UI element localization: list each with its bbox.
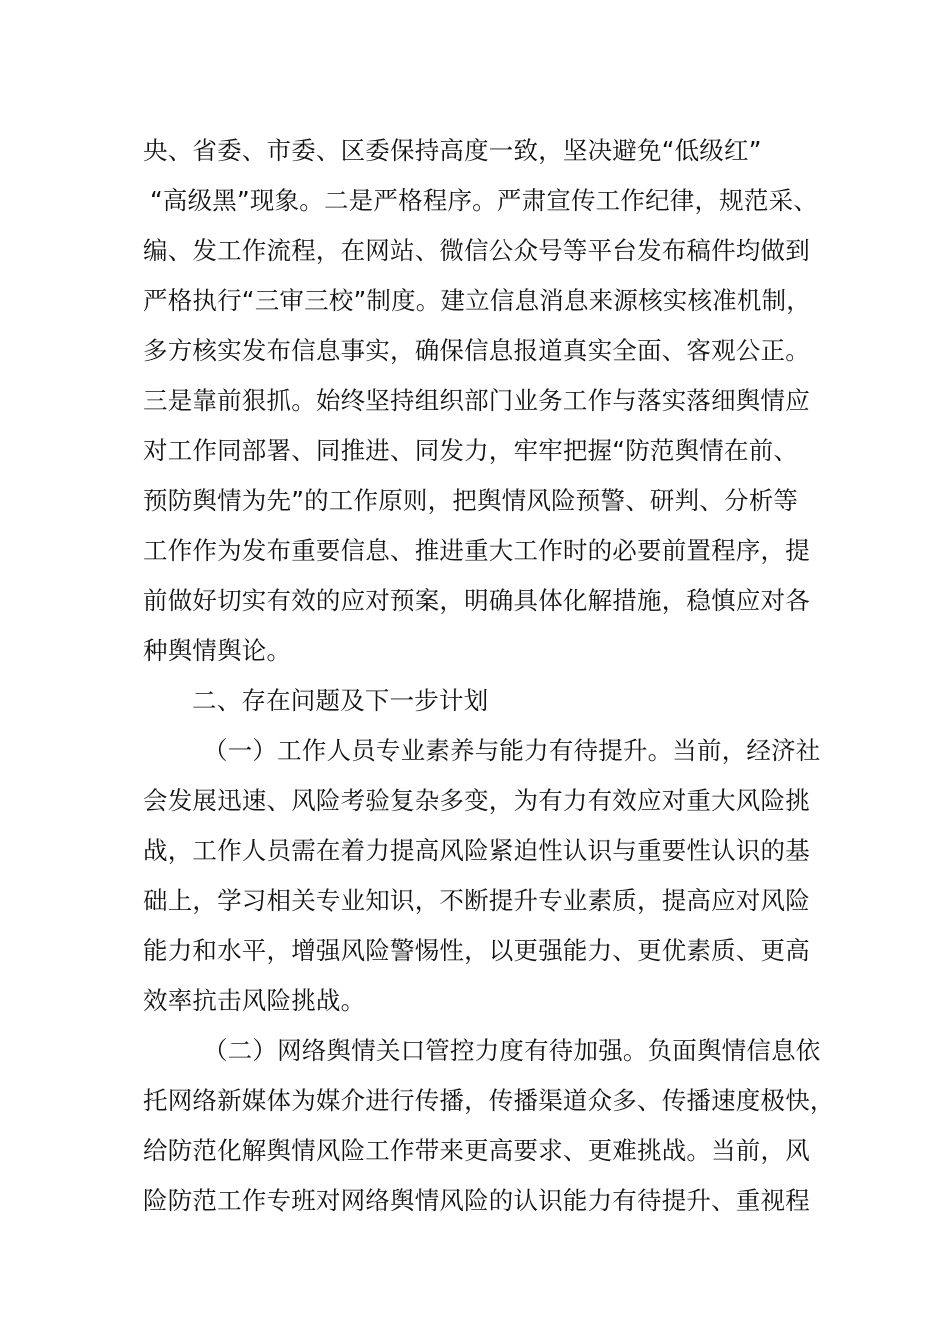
- paragraph-line: 战，工作人员需在着力提高风险紧迫性认识与重要性认识的基: [143, 836, 810, 865]
- paragraph-line: 险防范工作专班对网络舆情风险的认识能力有待提升、重视程: [143, 1186, 810, 1215]
- paragraph-line: 础上，学习相关专业知识，不断提升专业素质，提高应对风险: [143, 886, 810, 915]
- paragraph-line: 种舆情舆论。: [143, 636, 292, 665]
- paragraph-line: 对工作同部署、同推进、同发力，牢牢把握“防范舆情在前、: [143, 436, 799, 465]
- paragraph-line: 效率抗击风险挑战。: [143, 986, 366, 1015]
- paragraph-line: “高级黑”现象。二是严格程序。严肃宣传工作纪律，规范采、: [150, 186, 818, 215]
- paragraph-line: 会发展迅速、风险考验复杂多变，为有力有效应对重大风险挑: [143, 786, 810, 815]
- paragraph-line: 多方核实发布信息事实，确保信息报道真实全面、客观公正。: [143, 336, 810, 365]
- paragraph-line: 前做好切实有效的应对预案，明确具体化解措施，稳慎应对各: [143, 586, 810, 615]
- paragraph-line: 预防舆情为先”的工作原则，把舆情风险预警、研判、分析等: [143, 486, 799, 515]
- section-heading: 二、存在问题及下一步计划: [192, 686, 489, 715]
- paragraph-line: 三是靠前狠抓。始终坚持组织部门业务工作与落实落细舆情应: [143, 386, 810, 415]
- paragraph-line: 工作作为发布重要信息、推进重大工作时的必要前置程序，提: [143, 536, 810, 565]
- paragraph-line: 能力和水平，增强风险警惕性，以更强能力、更优素质、更高: [143, 936, 810, 965]
- paragraph-line: 托网络新媒体为媒介进行传播，传播渠道众多、传播速度极快，: [143, 1086, 835, 1115]
- paragraph-line: 严格执行“三审三校”制度。建立信息消息来源核实核准机制，: [143, 286, 811, 315]
- subsection-heading: （一）工作人员专业素养与能力有待提升。当前，经济社: [203, 736, 821, 765]
- paragraph-line: 央、省委、市委、区委保持高度一致，坚决避免“低级红”: [143, 136, 762, 165]
- subsection-heading: （二）网络舆情关口管控力度有待加强。负面舆情信息依: [203, 1036, 821, 1065]
- paragraph-line: 编、发工作流程，在网站、微信公众号等平台发布稿件均做到: [143, 236, 810, 265]
- paragraph-line: 给防范化解舆情风险工作带来更高要求、更难挑战。当前，风: [143, 1136, 810, 1165]
